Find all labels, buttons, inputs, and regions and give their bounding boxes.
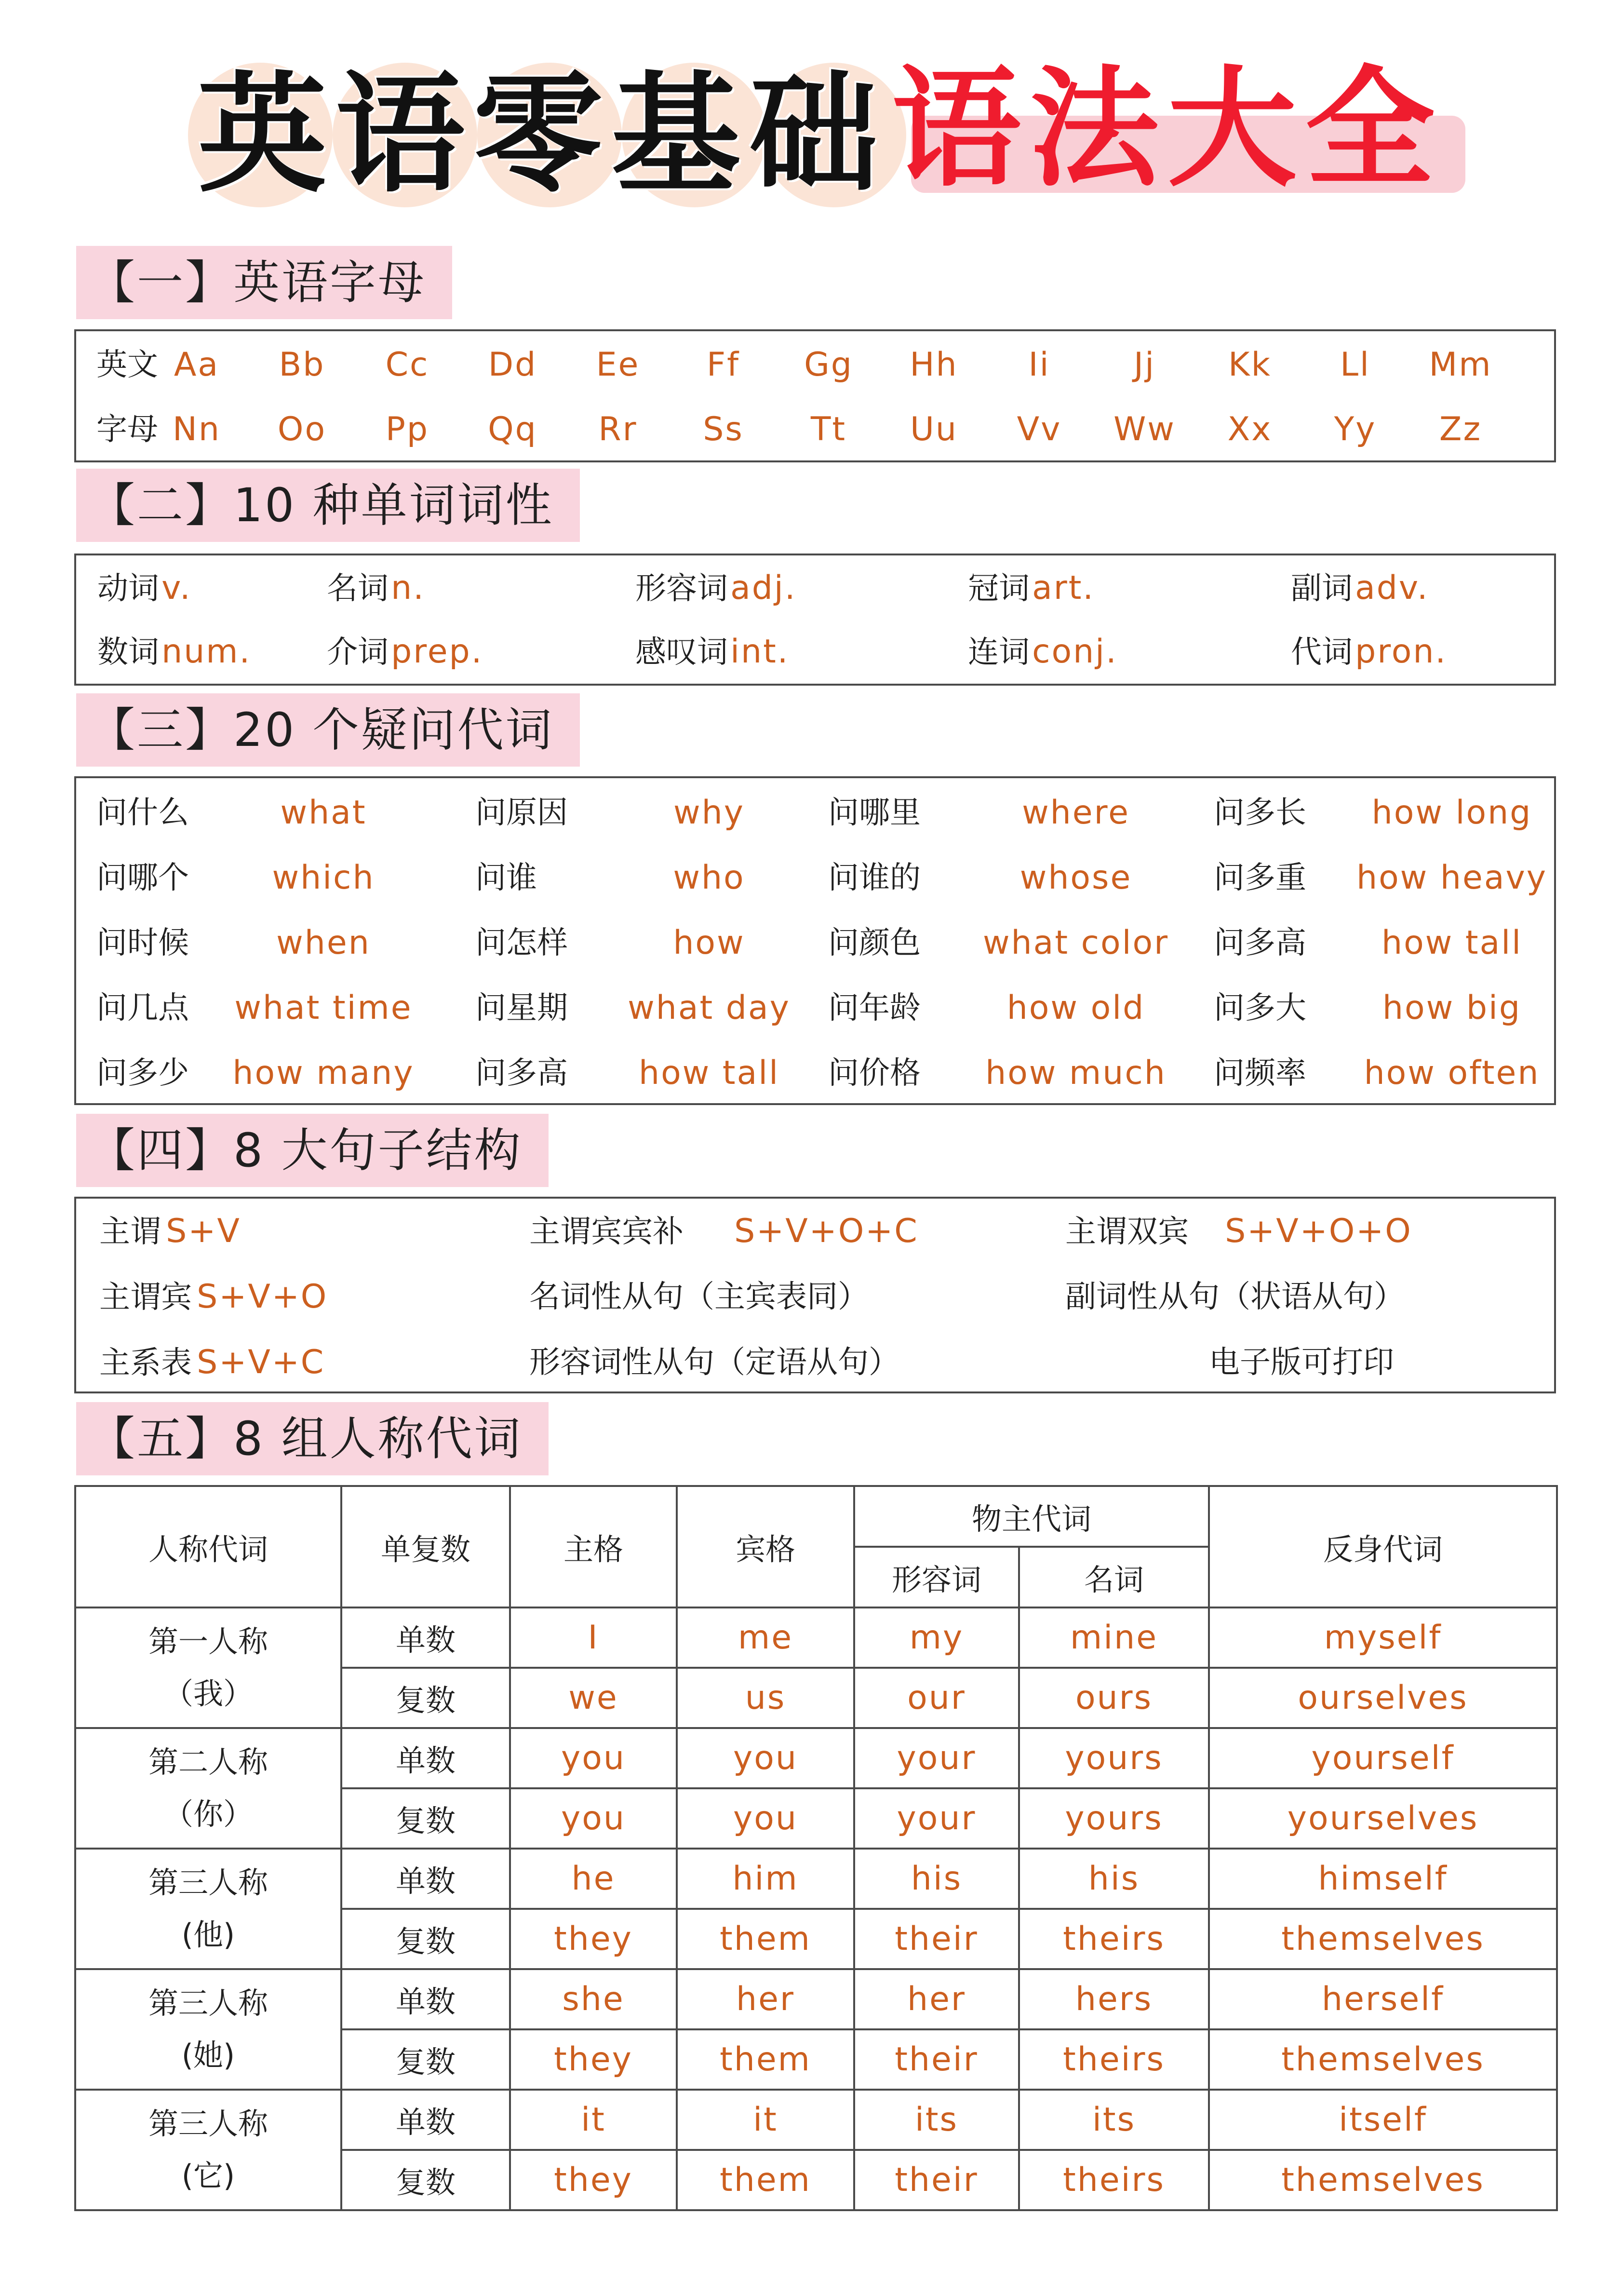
question-word-cn: 问时候 (96, 925, 189, 961)
alphabet-letter: Ss (703, 410, 744, 448)
person-name: 第一人称 (148, 1624, 268, 1659)
pronoun-cell: he (510, 1849, 677, 1909)
pronoun-cell: theirs (1019, 2150, 1209, 2210)
alphabet-letter: Vv (1017, 410, 1062, 448)
alphabet-letter: Tt (810, 410, 847, 448)
pronoun-cell: our (854, 1668, 1019, 1728)
pronoun-cell: mine (1019, 1607, 1209, 1668)
pronoun-cell: themselves (1209, 2029, 1557, 2090)
pronoun-cell: themselves (1209, 2150, 1557, 2210)
pronoun-cell: you (510, 1728, 677, 1788)
question-word-cn: 问谁 (475, 860, 537, 896)
pronoun-cell: ourselves (1209, 1668, 1557, 1728)
sentence-structure-item (99, 1330, 325, 1395)
alphabet-letter: Ww (1113, 410, 1176, 448)
question-word-cn: 问几点 (96, 990, 189, 1026)
question-word-en: when (276, 924, 371, 962)
table-row (75, 1969, 1557, 2029)
part-of-speech-name: 副词 (1291, 571, 1353, 607)
question-word-cn: 问星期 (475, 990, 568, 1026)
sentence-structure-item (1065, 1199, 1412, 1264)
question-word-cn: 问多大 (1214, 990, 1306, 1026)
part-of-speech-abbr: adv. (1355, 569, 1429, 607)
alphabet-letter: Oo (277, 410, 327, 448)
pronoun-cell: their (854, 2029, 1019, 2090)
sentence-structure-item (99, 1199, 241, 1264)
person-name: 第三人称 (148, 2106, 268, 2141)
header-number: 单复数 (341, 1486, 510, 1607)
question-word-cn: 问多重 (1214, 860, 1306, 896)
part-of-speech-name: 动词 (97, 571, 159, 607)
sentence-structure-item: 形容词性从句（定语从句） (529, 1345, 899, 1380)
person-name: 第三人称 (148, 1865, 268, 1900)
pronoun-cell: she (510, 1969, 677, 2029)
pronoun-cell: it (677, 2090, 854, 2150)
pronoun-cell: yourself (1209, 1728, 1557, 1788)
alphabet-row (76, 336, 1554, 394)
table-header-row (75, 1486, 1557, 1547)
person-cell (75, 1969, 341, 2090)
part-of-speech-abbr: int. (730, 633, 790, 671)
question-word-en: how (673, 924, 745, 962)
alphabet-letter: Hh (910, 346, 958, 384)
part-of-speech-name: 连词 (968, 635, 1030, 670)
number-cell: 单数 (341, 1969, 510, 2029)
question-words-box (74, 776, 1556, 1105)
part-of-speech-item (1291, 559, 1429, 617)
pronoun-cell: their (854, 2150, 1019, 2210)
section-heading-question-words: 【三】20 个疑问代词 (76, 693, 580, 767)
part-of-speech-item (635, 559, 796, 617)
part-of-speech-item (97, 623, 251, 681)
part-of-speech-abbr: adj. (730, 569, 797, 607)
alphabet-letter: Rr (598, 410, 638, 448)
sentence-structures-box (74, 1197, 1556, 1393)
pronoun-cell: its (854, 2090, 1019, 2150)
part-of-speech-item (1291, 623, 1447, 681)
table-row (75, 2090, 1557, 2150)
person-tag: (他) (181, 1917, 235, 1952)
question-row (76, 780, 1554, 846)
pronoun-cell: yourselves (1209, 1788, 1557, 1849)
pronoun-cell: yours (1019, 1788, 1209, 1849)
person-name: 第三人称 (148, 1985, 268, 2021)
question-word-en: what color (982, 924, 1169, 962)
question-word-en: which (272, 859, 375, 897)
alphabet-letter: Uu (910, 410, 958, 448)
question-word-cn: 问谁的 (828, 860, 921, 896)
alphabet-box (74, 329, 1556, 462)
sentence-structure-item (529, 1199, 919, 1264)
sentence-structure-formula: S+V+O (197, 1278, 328, 1316)
question-row (76, 845, 1554, 911)
pronoun-table (74, 1485, 1558, 2211)
number-cell: 单数 (341, 1607, 510, 1668)
part-of-speech-name: 冠词 (968, 571, 1030, 607)
pronoun-cell: hers (1019, 1969, 1209, 2029)
question-word-cn: 问怎样 (475, 925, 568, 961)
number-cell: 单数 (341, 1728, 510, 1788)
question-word-cn: 问多长 (1214, 795, 1306, 831)
part-of-speech-item (635, 623, 789, 681)
pronoun-cell: your (854, 1728, 1019, 1788)
question-row (76, 1040, 1554, 1106)
question-word-cn: 问原因 (475, 795, 568, 831)
alphabet-letter: Ii (1028, 346, 1050, 384)
pronoun-cell: they (510, 2150, 677, 2210)
question-word-en: how often (1364, 1054, 1540, 1092)
sentence-structure-formula: S+V+O+C (734, 1212, 919, 1250)
person-cell (75, 1728, 341, 1849)
question-word-en: who (673, 859, 745, 897)
alphabet-letter: Kk (1228, 346, 1272, 384)
part-of-speech-item (327, 559, 425, 617)
printable-note: 电子版可打印 (1209, 1345, 1394, 1380)
sentence-structure-name: 主谓宾宾补 (529, 1214, 684, 1250)
number-cell: 复数 (341, 2029, 510, 2090)
pronoun-cell: I (510, 1607, 677, 1668)
alphabet-letter: Xx (1227, 410, 1273, 448)
header-possessive: 物主代词 (854, 1486, 1209, 1547)
pronoun-cell: you (677, 1788, 854, 1849)
sentence-structure-formula: S+V (166, 1212, 241, 1250)
person-name: 第二人称 (148, 1744, 268, 1780)
person-tag: （我） (163, 1676, 253, 1711)
header-possessive-noun: 名词 (1019, 1547, 1209, 1607)
section-heading-sentence-structures: 【四】8 大句子结构 (76, 1114, 549, 1187)
question-word-en: how much (985, 1054, 1167, 1092)
person-tag: (她) (181, 2038, 235, 2073)
number-cell: 单数 (341, 1849, 510, 1909)
sentence-structure-formula: S+V+O+O (1225, 1212, 1412, 1250)
number-cell: 复数 (341, 1668, 510, 1728)
number-cell: 复数 (341, 1909, 510, 1969)
part-of-speech-abbr: pron. (1355, 633, 1448, 671)
pronoun-cell: his (854, 1849, 1019, 1909)
pronoun-cell: us (677, 1668, 854, 1728)
alphabet-letter: Mm (1429, 346, 1492, 384)
question-word-cn: 问多高 (475, 1055, 568, 1091)
number-cell: 复数 (341, 2150, 510, 2210)
pronoun-cell: we (510, 1668, 677, 1728)
pronoun-cell: it (510, 2090, 677, 2150)
pronoun-cell: yours (1019, 1728, 1209, 1788)
person-tag: (它) (181, 2158, 235, 2193)
sentence-structure-formula: S+V+C (197, 1343, 325, 1381)
part-of-speech-name: 数词 (97, 635, 159, 670)
title-black-text: 英语零基础 (198, 60, 887, 210)
alphabet-letter: Yy (1334, 410, 1377, 448)
alphabet-letter: Ll (1340, 346, 1370, 384)
part-of-speech-abbr: prep. (391, 633, 483, 671)
part-of-speech-name: 形容词 (635, 571, 728, 607)
person-cell (75, 1849, 341, 1969)
part-of-speech-item (968, 559, 1095, 617)
number-cell: 复数 (341, 1788, 510, 1849)
pronoun-cell: you (677, 1728, 854, 1788)
alphabet-letter: Qq (488, 410, 537, 448)
alphabet-letter: Cc (385, 346, 429, 384)
pronoun-cell: him (677, 1849, 854, 1909)
question-word-cn: 问哪个 (96, 860, 189, 896)
question-word-cn: 问多高 (1214, 925, 1306, 961)
pronoun-cell: themselves (1209, 1909, 1557, 1969)
pronoun-cell: theirs (1019, 1909, 1209, 1969)
parts-of-speech-box (74, 554, 1556, 686)
pronoun-cell: them (677, 2029, 854, 2090)
pronoun-cell: its (1019, 2090, 1209, 2150)
alphabet-letter: Jj (1134, 346, 1155, 384)
alphabet-letter: Zz (1439, 410, 1482, 448)
pronoun-cell: his (1019, 1849, 1209, 1909)
question-word-en: what (280, 794, 367, 832)
question-word-cn: 问什么 (96, 795, 189, 831)
sentence-structure-name: 主谓 (99, 1214, 161, 1250)
person-cell (75, 1607, 341, 1728)
part-of-speech-name: 介词 (327, 635, 389, 670)
pronoun-cell: theirs (1019, 2029, 1209, 2090)
alphabet-letter: Bb (279, 346, 325, 384)
pronoun-cell: they (510, 1909, 677, 1969)
alphabet-letter: Dd (488, 346, 537, 384)
part-of-speech-item (327, 623, 483, 681)
pronoun-cell: your (854, 1788, 1019, 1849)
table-row (75, 1607, 1557, 1668)
table-row (75, 1728, 1557, 1788)
question-row (76, 975, 1554, 1041)
pronoun-cell: my (854, 1607, 1019, 1668)
header-reflexive: 反身代词 (1209, 1486, 1557, 1607)
sentence-structure-name: 主谓双宾 (1065, 1214, 1189, 1250)
section-heading-alphabet: 【一】英语字母 (76, 246, 452, 319)
question-word-en: how tall (1381, 924, 1523, 962)
sentence-structure-item: 副词性从句（状语从句） (1065, 1279, 1405, 1315)
title-red-text: 语法大全 (892, 54, 1443, 204)
question-word-cn: 问多少 (96, 1055, 189, 1091)
header-object-case: 宾格 (677, 1486, 854, 1607)
part-of-speech-name: 名词 (327, 571, 389, 607)
question-word-en: how big (1382, 989, 1522, 1027)
alphabet-letter: Ee (596, 346, 640, 384)
question-word-en: why (673, 794, 745, 832)
section-heading-parts-of-speech: 【二】10 种单词词性 (76, 469, 580, 542)
header-possessive-adjective: 形容词 (854, 1547, 1019, 1607)
question-word-en: whose (1019, 859, 1132, 897)
question-word-cn: 问哪里 (828, 795, 921, 831)
pronoun-cell: you (510, 1788, 677, 1849)
question-word-cn: 问年龄 (828, 990, 921, 1026)
header-subject-case: 主格 (510, 1486, 677, 1607)
alphabet-letter: Gg (804, 346, 853, 384)
pronoun-cell: myself (1209, 1607, 1557, 1668)
sentence-structure-name: 主谓宾 (99, 1280, 192, 1315)
sentence-structure-item: 名词性从句（主宾表同） (529, 1279, 869, 1315)
pronoun-cell: her (677, 1969, 854, 2029)
number-cell: 单数 (341, 2090, 510, 2150)
pronoun-cell: himself (1209, 1849, 1557, 1909)
pronoun-cell: they (510, 2029, 677, 2090)
part-of-speech-abbr: conj. (1032, 633, 1118, 671)
question-row (76, 910, 1554, 976)
alphabet-letter: Nn (173, 410, 221, 448)
sentence-structure-item (99, 1264, 328, 1330)
question-word-cn: 问价格 (828, 1055, 921, 1091)
part-of-speech-name: 感叹词 (635, 635, 728, 670)
person-cell (75, 2090, 341, 2210)
question-word-en: how many (232, 1054, 415, 1092)
question-word-en: how old (1006, 989, 1145, 1027)
part-of-speech-abbr: n. (391, 569, 425, 607)
alphabet-row-label: 字母 (96, 412, 158, 447)
question-word-cn: 问颜色 (828, 925, 921, 961)
table-row (75, 1849, 1557, 1909)
alphabet-row (76, 401, 1554, 459)
part-of-speech-name: 代词 (1291, 635, 1353, 670)
part-of-speech-abbr: num. (161, 633, 252, 671)
header-person: 人称代词 (75, 1486, 341, 1607)
question-word-en: how heavy (1356, 859, 1548, 897)
pronoun-cell: ours (1019, 1668, 1209, 1728)
person-tag: （你） (163, 1796, 253, 1832)
part-of-speech-item (97, 559, 192, 617)
question-word-en: how tall (638, 1054, 780, 1092)
question-word-cn: 问频率 (1214, 1055, 1306, 1091)
pronoun-cell: me (677, 1607, 854, 1668)
pronoun-cell: itself (1209, 2090, 1557, 2150)
part-of-speech-abbr: art. (1032, 569, 1095, 607)
pronoun-cell: them (677, 1909, 854, 1969)
section-heading-pronouns: 【五】8 组人称代词 (76, 1402, 549, 1475)
sentence-structure-name: 主系表 (99, 1345, 192, 1381)
question-word-en: how long (1371, 794, 1532, 832)
question-word-en: where (1022, 794, 1130, 832)
pronoun-cell: them (677, 2150, 854, 2210)
pronoun-cell: her (854, 1969, 1019, 2029)
alphabet-letter: Aa (174, 346, 220, 384)
page-title (178, 43, 1480, 231)
alphabet-row-label: 英文 (96, 347, 158, 383)
part-of-speech-abbr: v. (161, 569, 192, 607)
part-of-speech-item (968, 623, 1118, 681)
alphabet-letter: Ff (706, 346, 740, 384)
pronoun-cell: their (854, 1909, 1019, 1969)
question-word-en: what time (234, 989, 413, 1027)
alphabet-letter: Pp (385, 410, 429, 448)
pronoun-cell: herself (1209, 1969, 1557, 2029)
question-word-en: what day (628, 989, 791, 1027)
